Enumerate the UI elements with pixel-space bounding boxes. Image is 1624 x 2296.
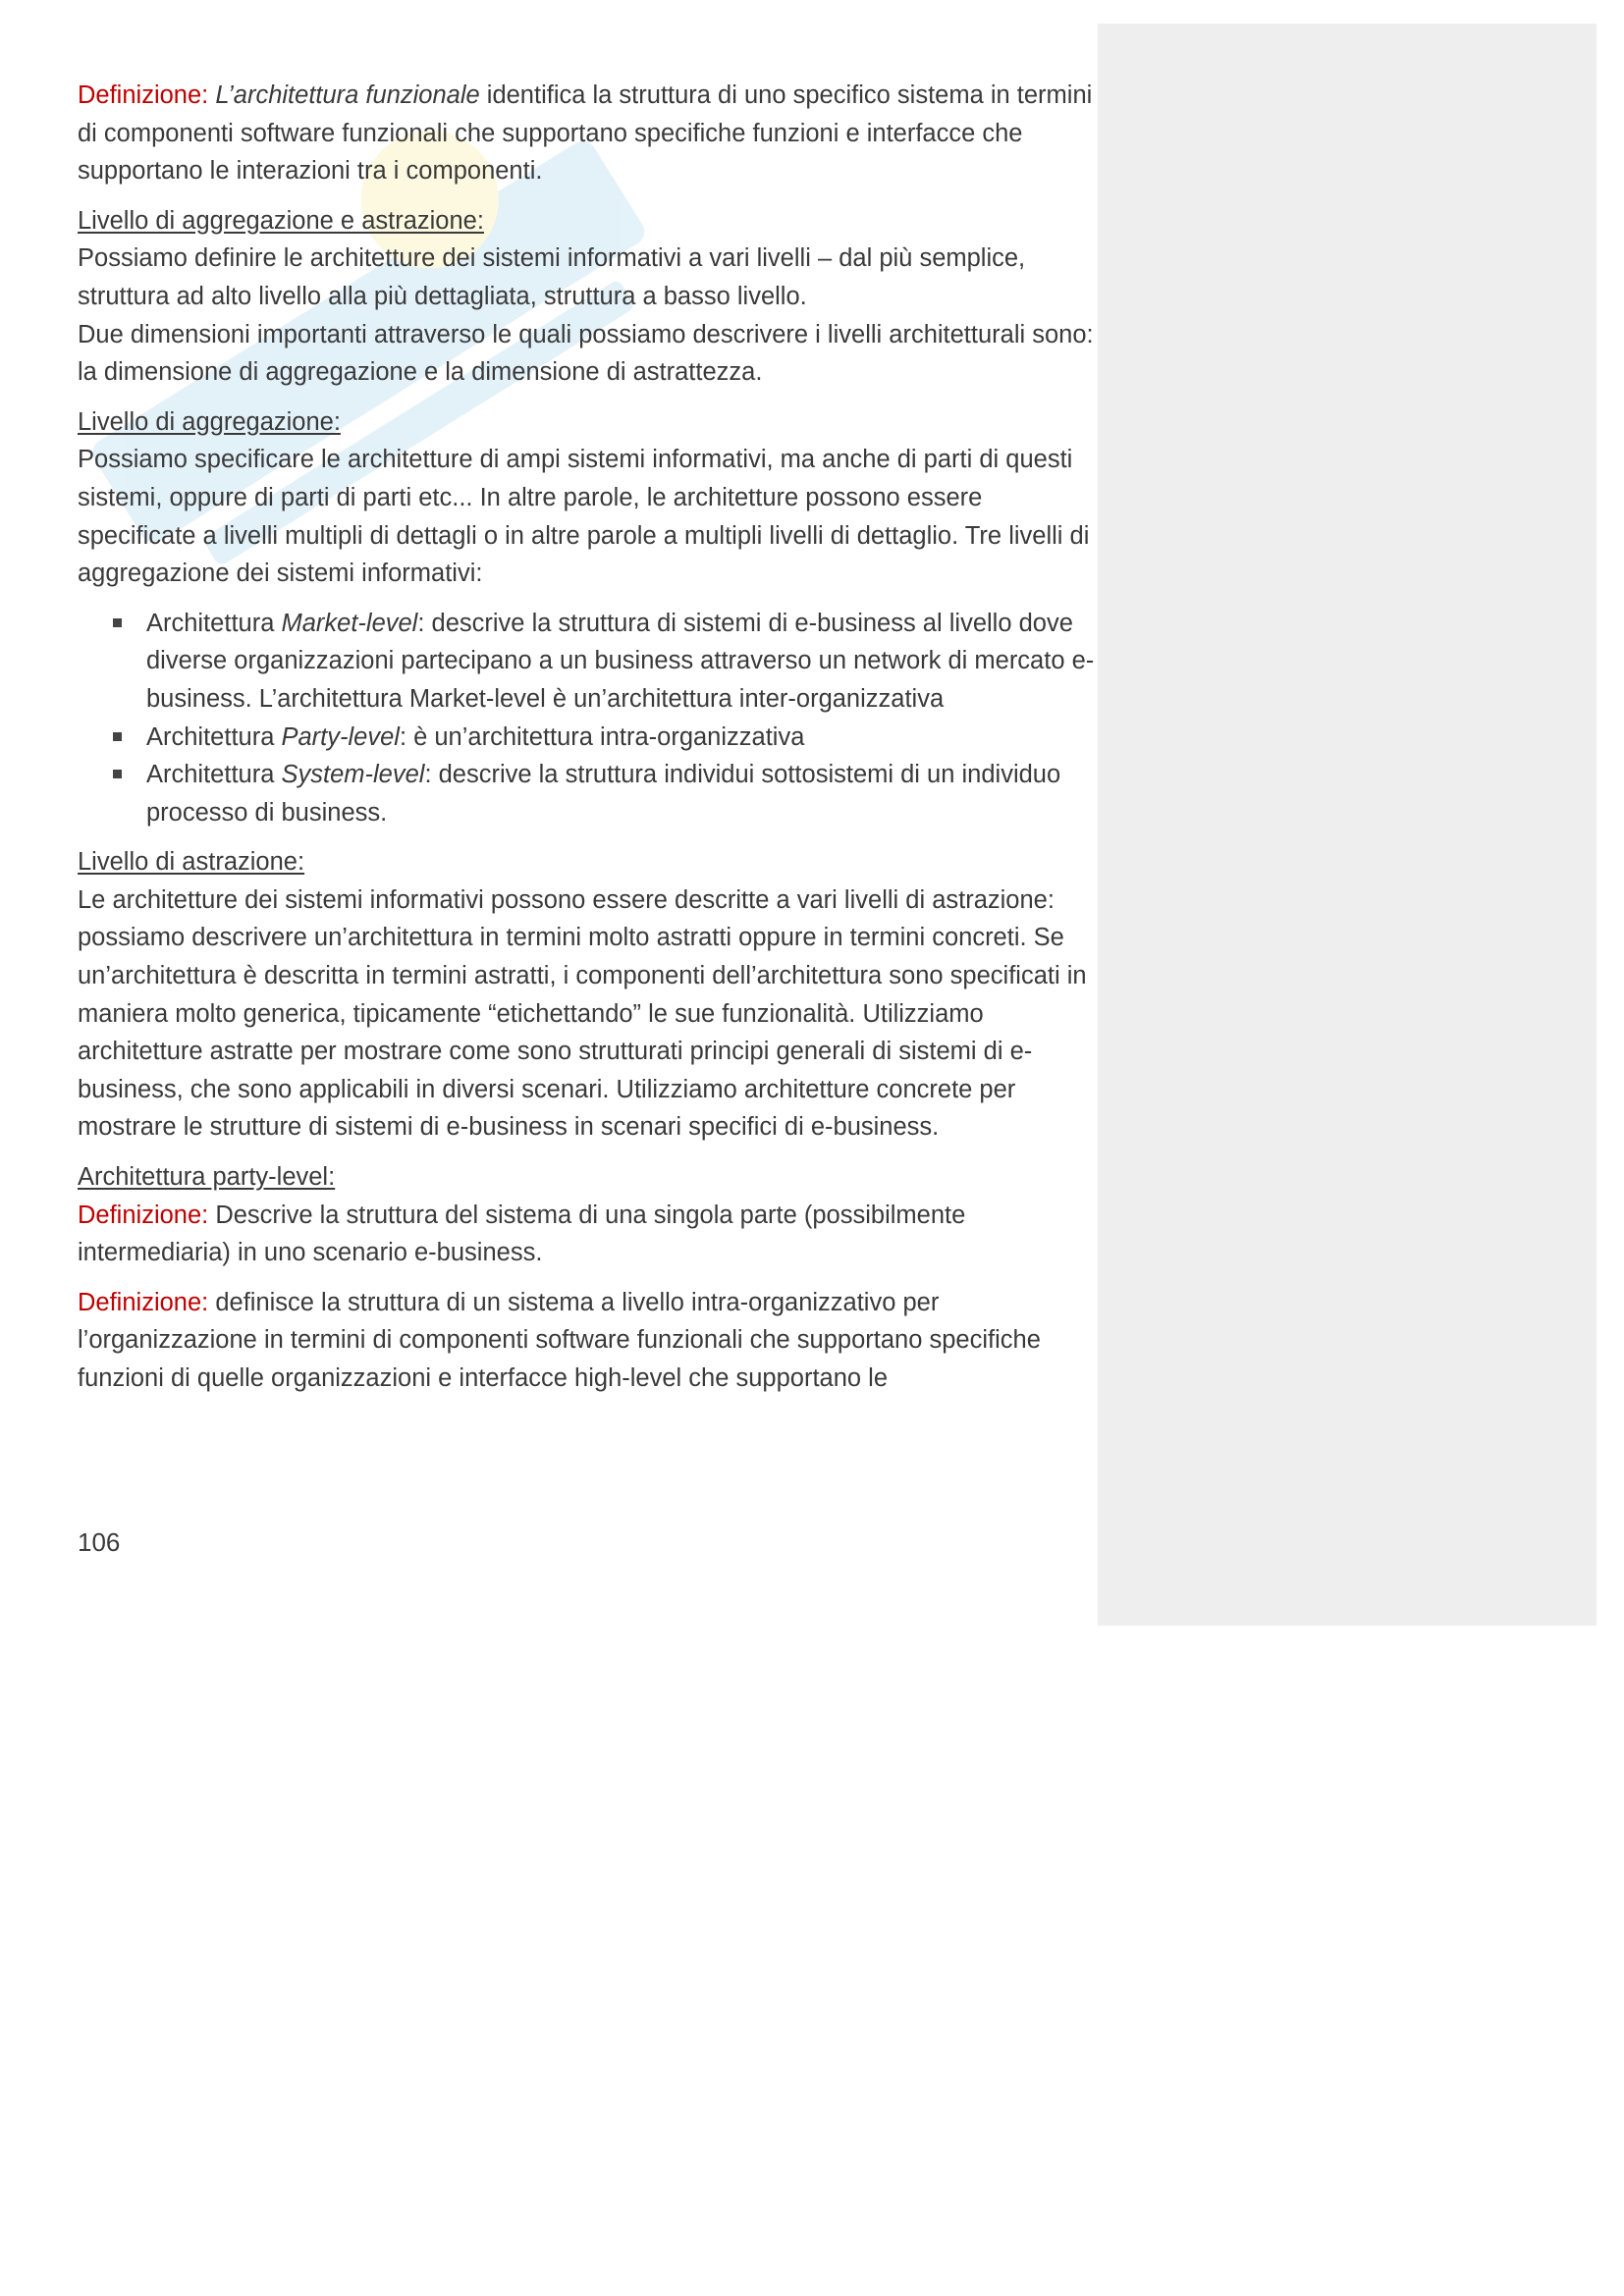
definition-paragraph <box>78 77 1099 190</box>
square-bullet-icon <box>113 770 122 778</box>
aggregation-levels-list <box>78 605 1099 832</box>
defined-term: L’architettura funzionale <box>215 81 480 109</box>
document-body <box>78 77 1099 1398</box>
definition-paragraph: Definizione: Descrive la struttura del sistema di una singola parte (possibilmente intermediaria) in uno scenario e-business. <box>78 1201 966 1267</box>
section-heading-aggregation-abstraction: Livello di aggregazione e astrazione: <box>78 206 484 235</box>
right-margin-panel <box>1098 24 1597 1626</box>
list-item: Architettura Party-level: è un’architettura intra-organizzativa <box>78 719 1099 757</box>
list-item-term: Party-level <box>281 722 400 751</box>
definition-label: Definizione: <box>78 81 209 109</box>
paragraph-abstraction: Le architetture dei sistemi informativi possono essere descritte a vari livelli di astrazione: possiamo descrivere un’architettura in termini molto astratti oppure in termini concreti. Se un’architettura è descritta in termini astratti, i componenti dell’architettura sono specificati in maniera molto generica, tipicamente “etichettando” le sue funzionalità. Utilizziamo architetture astratte per mostrare come sono strutturati principi generali di sistemi di e-business, che sono applicabili in diversi scenari. Utilizziamo architetture concrete per mostrare le strutture di sistemi di e-business in scenari specifici di e-business. <box>78 885 1087 1142</box>
definition-text: identifica la struttura di uno specifico sistema in termini di componenti software funzionali che supportano specifiche funzioni e interfacce che supportano le interazioni tra i componenti. <box>78 81 1093 186</box>
definition-label: Definizione: <box>78 1288 209 1316</box>
definition-paragraph: Definizione: definisce la struttura di un sistema a livello intra-organizzativo per l’organizzazione in termini di componenti software funzionali che supportano specifiche funzioni di quelle organizzazioni e interfacce high-level che supportano le <box>78 1288 1041 1392</box>
paragraph-dimensions: Due dimensioni importanti attraverso le quali possiamo descrivere i livelli architetturali sono: la dimensione di aggregazione e la dimensione di astrattezza. <box>78 320 1094 387</box>
square-bullet-icon <box>113 618 122 627</box>
paragraph-aggregation: Possiamo specificare le architetture di ampi sistemi informativi, ma anche di parti di questi sistemi, oppure di parti di parti etc... In altre parole, le architetture possono essere specificate a livelli multipli di dettagli o in altre parole a multipli livelli di dettaglio. Tre livelli di aggregazione dei sistemi informativi: <box>78 446 1090 588</box>
page-number: 106 <box>78 1527 121 1557</box>
section-heading-abstraction: Livello di astrazione: <box>78 848 305 877</box>
section-heading-aggregation: Livello di aggregazione: <box>78 407 341 436</box>
section-heading-party-level: Architettura party-level: <box>78 1163 336 1192</box>
paragraph-levels: Possiamo definire le architetture dei sistemi informativi a vari livelli – dal più semplice, struttura ad alto livello alla più dettagliata, struttura a basso livello. <box>78 244 1026 310</box>
list-item-term: Market-level <box>281 609 418 637</box>
list-item-term: System-level <box>281 761 425 789</box>
list-item: Architettura System-level: descrive la struttura individui sottosistemi di un individuo processo di business. <box>78 756 1099 831</box>
square-bullet-icon <box>113 732 122 741</box>
list-item: Architettura Market-level: descrive la struttura di sistemi di e-business al livello dove diverse organizzazioni partecipano a un business attraverso un network di mercato e-business. L’architettura Market-level è un’architettura inter-organizzativa <box>78 605 1099 719</box>
definition-label: Definizione: <box>78 1201 209 1229</box>
